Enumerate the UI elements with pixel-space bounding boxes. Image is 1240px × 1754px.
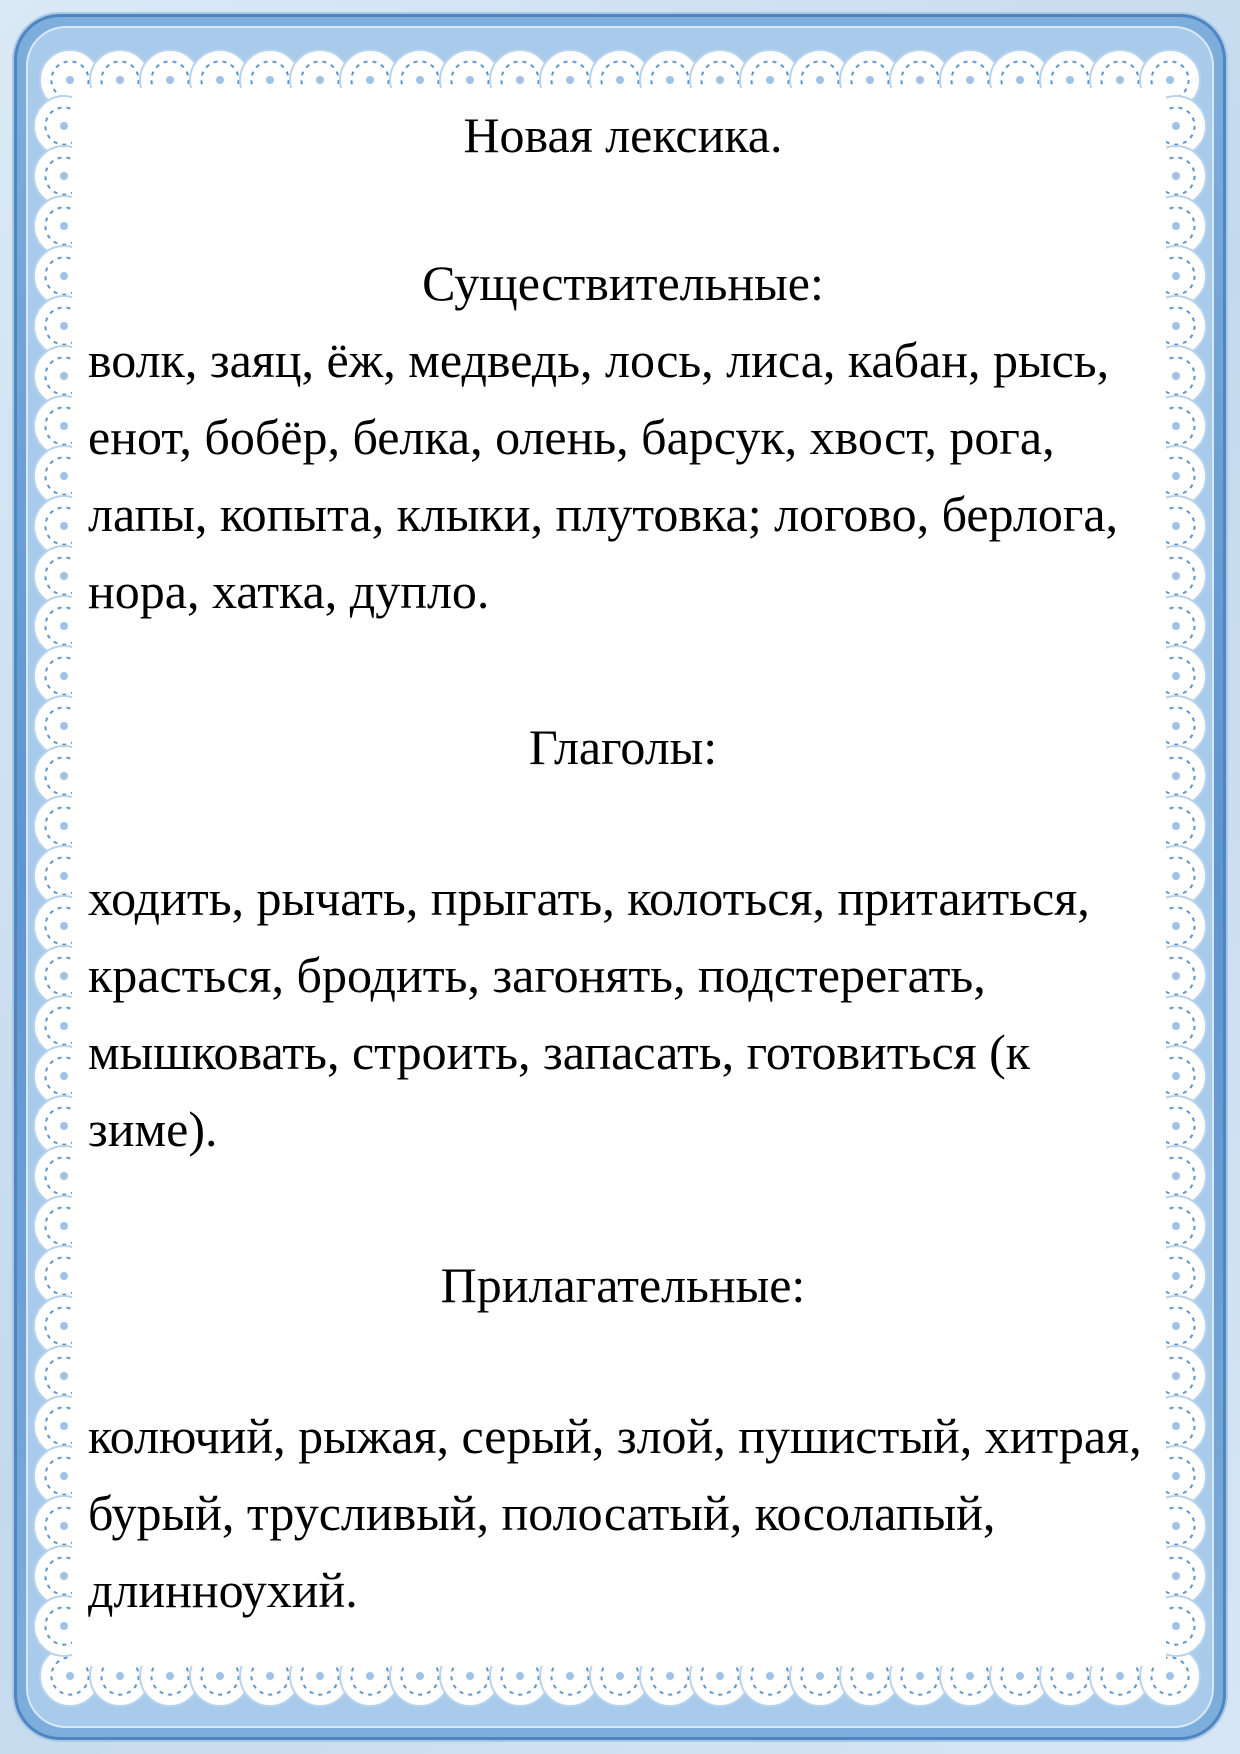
section-heading-nouns: Существительные: (422, 255, 824, 311)
section-heading-adjectives: Прилагательные: (440, 1257, 806, 1313)
section-text-nouns: волк, заяц, ёж, медведь, лось, лиса, кабан, рысь, енот, бобёр, белка, олень, барсук, хвост, рога, лапы, копыта, клыки, плутовка; логово, берлога, нора, хатка, дупло. (88, 332, 1119, 619)
section-text-adjectives: колючий, рыжая, серый, злой, пушистый, хитрая, бурый, трусливый, полосатый, косолапый, длинноухий. (88, 1408, 1142, 1618)
section-heading-verbs: Глаголы: (528, 719, 718, 775)
section-text-verbs: ходить, рычать, прыгать, колоться, притаиться, красться, бродить, загонять, подстерегать, мышковать, строить, запасать, готовиться (к зиме). (88, 870, 1090, 1157)
vocabulary-content (88, 96, 1158, 1629)
page-title: Новая лексика. (463, 107, 783, 163)
